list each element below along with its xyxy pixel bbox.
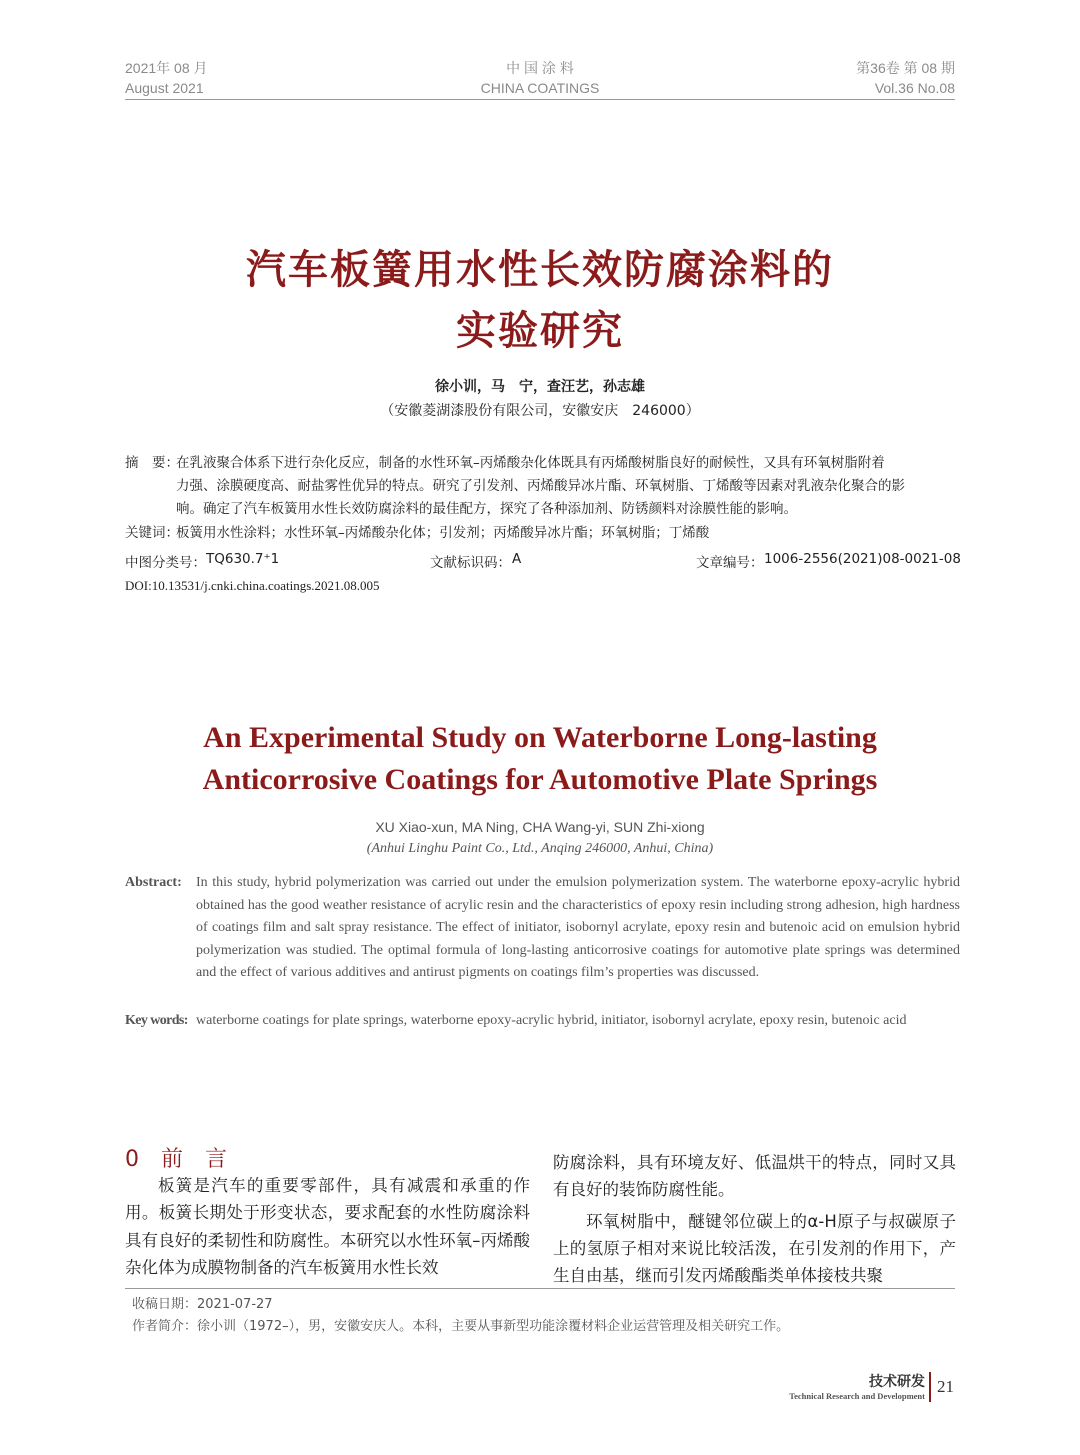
- footnote-received: 收稿日期：2021-07-27: [132, 1297, 273, 1312]
- cn-abstract-label: 摘 要：: [125, 455, 179, 471]
- article-no-label: 文章编号：: [696, 555, 764, 571]
- doc-code-value: A: [512, 551, 522, 567]
- en-abstract: In this study, hybrid polymerization was carried out under the emulsion polymerization system. The waterborne epoxy-acrylic hybrid obtained has the good weather resistance of acrylic resin and the characteristics of epoxy resin including strong adhesion, high hardness of coatings film and salt spray resistance. The effect of initiator, isobornyl acrylate, epoxy resin and butenoic acid on emulsion hybrid polymerization was studied. The optimal formula of long-lasting anticorrosive coatings for automotive plate springs was determined and the effect of various additives and antirust pigments on coatings film’s properties was discussed.: [196, 875, 960, 980]
- header-issue-en: Vol.36 No.08: [874, 80, 955, 96]
- header-date-cn: 2021年 08 月: [125, 60, 208, 76]
- footnote-author-bio: 作者简介：徐小训（1972–），男，安徽安庆人。本科，主要从事新型功能涂覆材料企业运营管理及相关研究工作。: [132, 1319, 790, 1334]
- body-paragraph: 环氧树脂中，醚键邻位碳上的α-H原子与叔碳原子上的氢原子相对来说比较活泼，在引发剂的作用下，产生自由基，继而引发丙烯酸酯类单体接枝共聚: [553, 1211, 956, 1286]
- en-title-line2: Anticorrosive Coatings for Automotive Plate Springs: [202, 763, 878, 796]
- en-authors: XU Xiao-xun, MA Ning, CHA Wang-yi, SUN Zhi-xiong: [375, 819, 705, 835]
- page-number: 21: [937, 1377, 954, 1396]
- cn-authors: 徐小训，马 宁，查汪艺，孙志雄: [435, 379, 645, 395]
- clc-label: 中图分类号：: [125, 555, 206, 571]
- body-paragraph: 板簧是汽车的重要零部件，具有减震和承重的作用。板簧长期处于形变状态，要求配套的水性防腐涂料具有良好的柔韧性和防腐性。本研究以水性环氧–丙烯酸杂化体为成膜物制备的汽车板簧用水性长效: [125, 1176, 530, 1277]
- cn-abstract-line: 在乳液聚合体系下进行杂化反应，制备的水性环氧–丙烯酸杂化体既具有丙烯酸树脂良好的耐候性，又具有环氧树脂附着: [176, 455, 885, 471]
- footer-section-en: Technical Research and Development: [789, 1391, 925, 1401]
- cn-keywords-label: 关键词：: [125, 525, 179, 541]
- doi: DOI:10.13531/j.cnki.china.coatings.2021.08.005: [125, 578, 380, 593]
- clc-value: TQ630.7⁺1: [206, 551, 280, 567]
- en-abstract-label: Abstract:: [125, 875, 182, 890]
- footnote-divider: [125, 1288, 955, 1289]
- footer-accent-bar: [929, 1372, 931, 1402]
- body-paragraph: 防腐涂料，具有环境友好、低温烘干的特点，同时又具有良好的装饰防腐性能。: [553, 1153, 956, 1200]
- header-journal-cn: 中 国 涂 料: [506, 60, 574, 76]
- header-date-en: August 2021: [125, 80, 204, 96]
- header-issue-cn: 第36卷 第 08 期: [856, 60, 955, 76]
- cn-keywords: 板簧用水性涂料；水性环氧–丙烯酸杂化体；引发剂；丙烯酸异冰片酯；环氧树脂；丁烯酸: [176, 525, 710, 541]
- cn-title-line1: 汽车板簧用水性长效防腐涂料的: [246, 247, 834, 293]
- doc-code-label: 文献标识码：: [430, 555, 511, 571]
- section-heading: 0 前 言: [125, 1147, 227, 1172]
- en-keywords: waterborne coatings for plate springs, waterborne epoxy-acrylic hybrid, initiator, isobornyl acrylate, epoxy resin, butenoic acid: [196, 1013, 907, 1028]
- header-divider: [125, 99, 955, 100]
- cn-abstract-line: 力强、涂膜硬度高、耐盐雾性优异的特点。研究了引发剂、丙烯酸异冰片酯、环氧树脂、丁烯酸等因素对乳液杂化聚合的影: [176, 478, 905, 494]
- cn-abstract-line: 响。确定了汽车板簧用水性长效防腐涂料的最佳配方，探究了各种添加剂、防锈颜料对涂膜性能的影响。: [176, 501, 797, 517]
- article-no-value: 1006-2556(2021)08-0021-08: [764, 551, 961, 567]
- body-right-column: [553, 1149, 956, 1289]
- en-keywords-label: Key words:: [125, 1013, 188, 1028]
- body-left-column: [125, 1172, 530, 1281]
- footer-section-cn: 技术研发: [869, 1374, 925, 1390]
- cn-affiliation: （安徽菱湖漆股份有限公司，安徽安庆 246000）: [380, 403, 700, 419]
- header-journal-en: CHINA COATINGS: [480, 80, 600, 96]
- cn-title-line2: 实验研究: [456, 308, 624, 354]
- en-affiliation: (Anhui Linghu Paint Co., Ltd., Anqing 246000, Anhui, China): [366, 841, 714, 856]
- en-title-line1: An Experimental Study on Waterborne Long-lasting: [203, 721, 877, 754]
